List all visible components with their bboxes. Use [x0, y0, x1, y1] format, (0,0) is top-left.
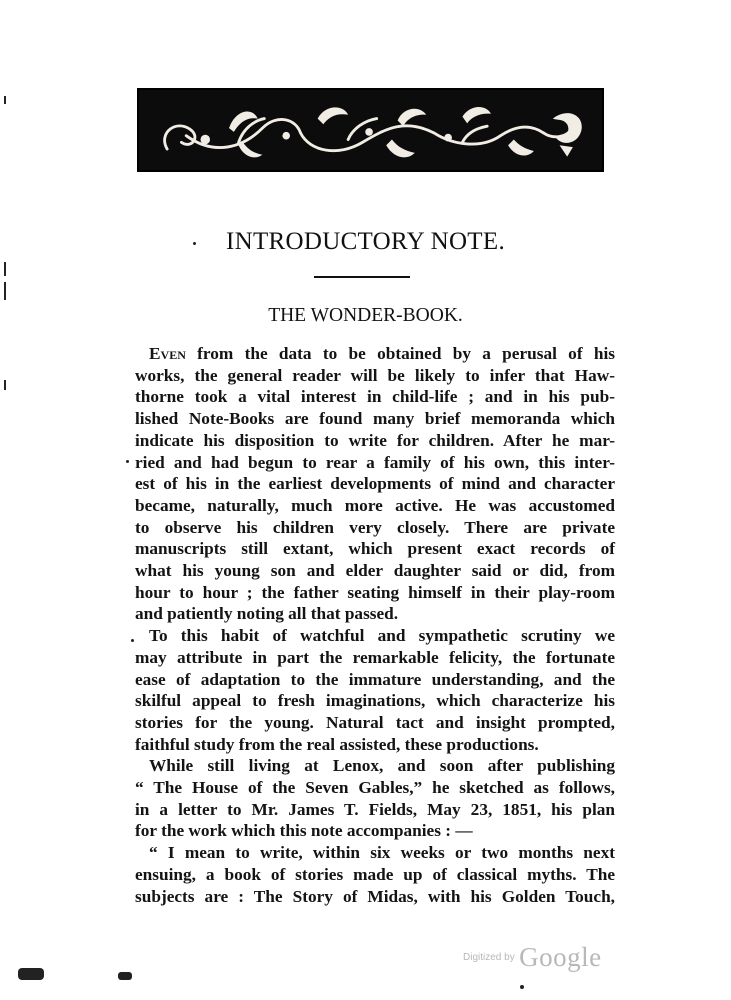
- scan-speck: [4, 96, 6, 104]
- text-line: thorne took a vital interest in child-life ; and in his pub-: [135, 387, 615, 407]
- text-line: skilful appeal to fresh imaginations, which characterize his: [135, 691, 615, 711]
- text-line: and patiently noting all that passed.: [135, 604, 399, 624]
- text-line: Even from the data to be obtained by a perusal of his: [149, 344, 615, 363]
- text-line: “ I mean to write, within six weeks or two months next: [149, 843, 615, 863]
- section-subtitle: THE WONDER-BOOK.: [268, 305, 463, 326]
- lead-word: Even: [149, 344, 186, 363]
- google-logo: Google: [519, 942, 602, 972]
- text-line: manuscripts still extant, which present exact records of: [135, 539, 615, 559]
- text-line: hour to hour ; the father seating himself in their play-room: [135, 582, 615, 602]
- digitized-watermark: [463, 942, 602, 973]
- scan-speck: [126, 460, 129, 463]
- text-line: stories for the young. Natural tact and insight prompted,: [135, 712, 615, 732]
- text-line: for the work which this note accompanies : —: [135, 821, 473, 841]
- scan-speck: [4, 282, 6, 300]
- scan-speck: [118, 972, 132, 980]
- scan-speck: [4, 380, 6, 390]
- page-title: INTRODUCTORY NOTE.: [225, 228, 505, 255]
- scan-speck: [131, 639, 134, 642]
- body-text: [135, 343, 615, 907]
- text-line: indicate his disposition to write for children. After he mar-: [135, 430, 615, 450]
- scan-speck: [4, 262, 6, 276]
- scroll-ornament-illustration: [139, 90, 602, 170]
- scan-speck: [520, 985, 524, 989]
- watermark-prefix: Digitized by: [463, 952, 515, 963]
- text-line: lished Note-Books are found many brief memoranda which: [135, 409, 615, 429]
- text-line: ensuing, a book of stories made up of classical myths. The: [135, 864, 615, 884]
- text-line: While still living at Lenox, and soon after publishing: [149, 756, 615, 776]
- text-line: what his young son and elder daughter said or did, from: [135, 561, 615, 581]
- text-line: became, naturally, much more active. He was accustomed: [135, 495, 615, 515]
- text-line: may attribute in part the remarkable felicity, the fortunate: [135, 647, 615, 667]
- title-divider: [314, 276, 410, 278]
- text-line: ried and had begun to rear a family of his own, this inter-: [135, 452, 615, 472]
- ornamental-header-banner: [137, 88, 604, 172]
- text-line: works, the general reader will be likely to infer that Haw-: [135, 365, 615, 385]
- text-line: ease of adaptation to the immature understanding, and the: [135, 669, 615, 689]
- text-line: in a letter to Mr. James T. Fields, May 23, 1851, his plan: [135, 799, 615, 819]
- text-line: subjects are : The Story of Midas, with his Golden Touch,: [135, 886, 615, 906]
- text-line: est of his in the earliest developments of mind and character: [135, 474, 615, 494]
- scan-speck: [193, 242, 196, 245]
- text-line: To this habit of watchful and sympathetic scrutiny we: [149, 626, 615, 646]
- text-line: “ The House of the Seven Gables,” he sketched as follows,: [135, 778, 615, 798]
- text-line: faithful study from the real assisted, these productions.: [135, 734, 539, 754]
- scan-speck: [18, 968, 44, 980]
- text-line: to observe his children very closely. There are private: [135, 517, 615, 537]
